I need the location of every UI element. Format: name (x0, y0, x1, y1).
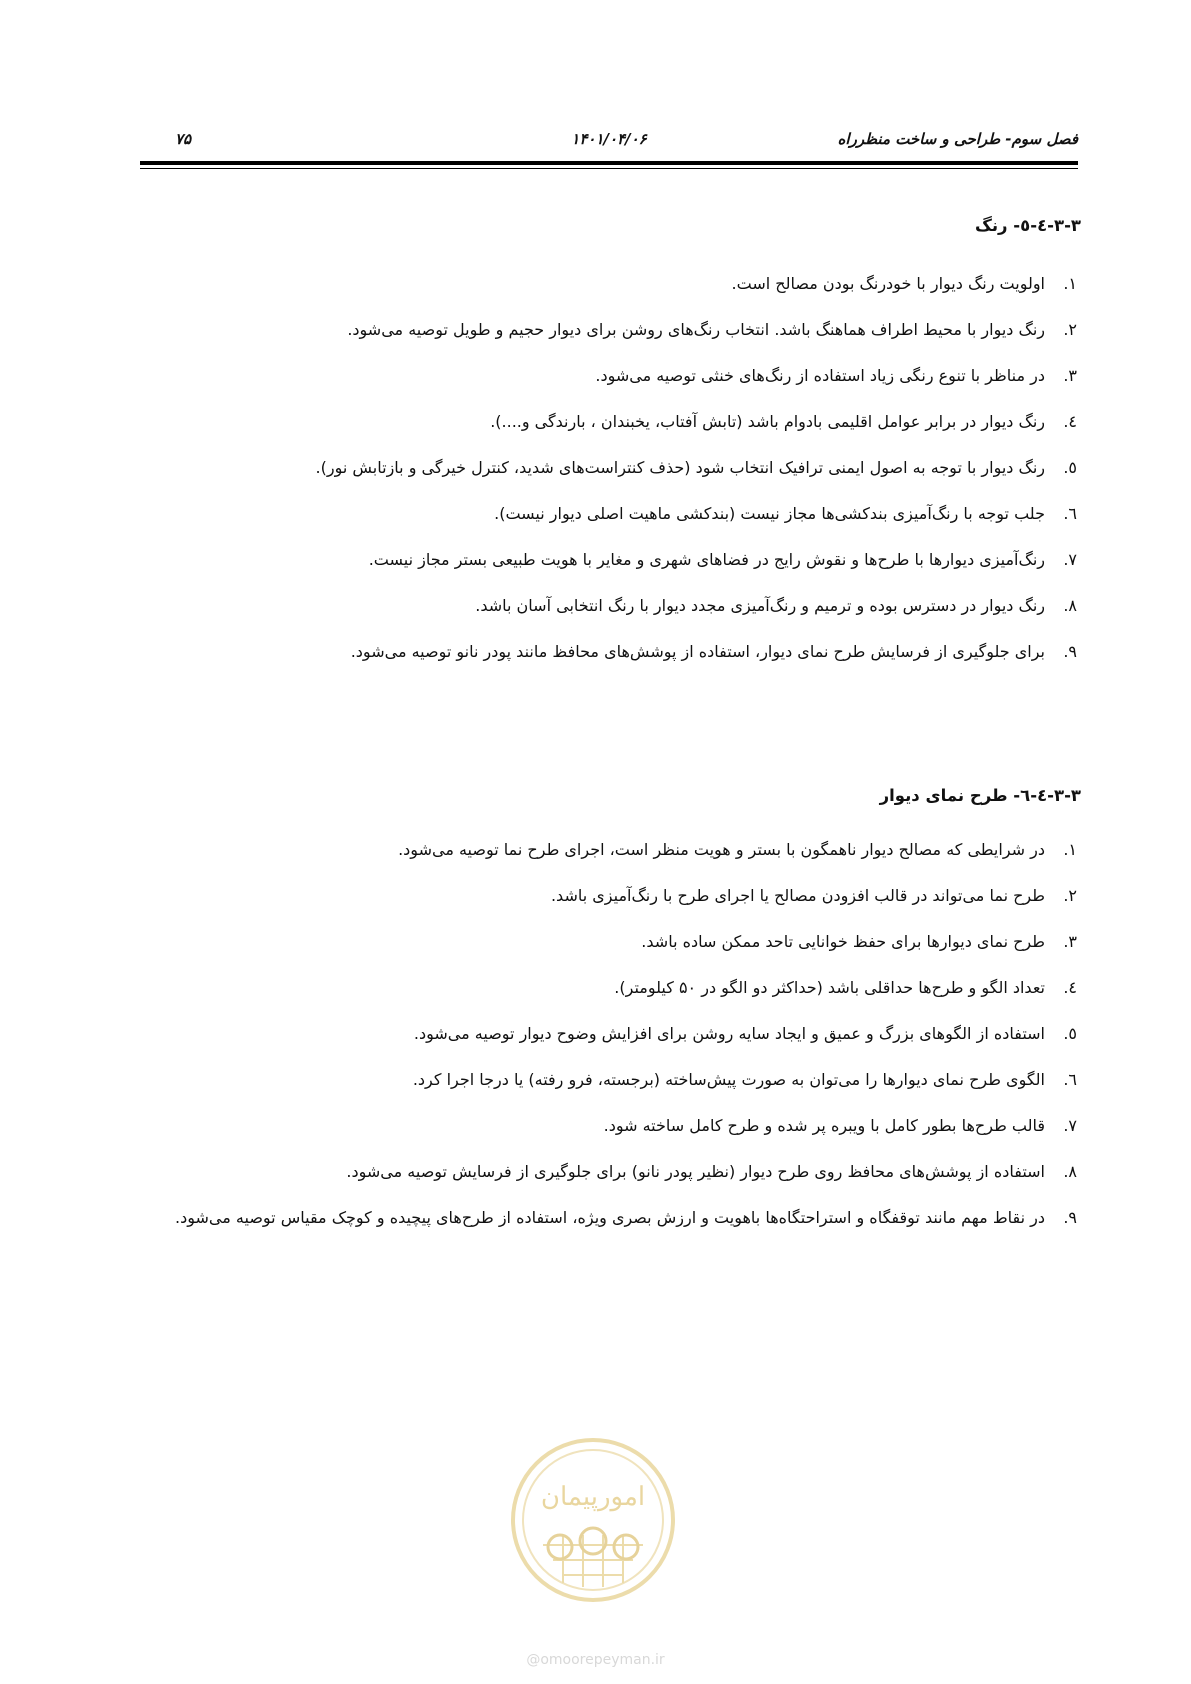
list-item (139, 500, 1077, 528)
item-number: ۸. (1063, 1162, 1077, 1181)
item-text: تعداد الگو و طرح‌ها حداقلی باشد (حداکثر دو الگو در ۵۰ کیلومتر). (614, 978, 1045, 997)
list-item (139, 316, 1077, 344)
section-heading-color: ۳-۳-٤-٥- رنگ (974, 216, 1081, 235)
item-text: طرح نما می‌تواند در قالب افزودن مصالح یا اجرای طرح با رنگ‌آمیزی باشد. (550, 886, 1045, 905)
item-number: ۲. (1063, 886, 1077, 905)
list-item (139, 408, 1077, 436)
page-number: ۷۵ (175, 130, 192, 148)
item-text: رنگ دیوار با توجه به اصول ایمنی ترافیک انتخاب شود (حذف کنتراست‌های شدید، کنترل خیرگی و بازتابش نور). (315, 458, 1045, 477)
item-number: ۱. (1063, 274, 1077, 293)
item-number: ٦. (1063, 1070, 1077, 1089)
item-text: الگوی طرح نمای دیوارها را می‌توان به صورت پیش‌ساخته (برجسته، فرو رفته) یا درجا اجرا کرد. (412, 1070, 1045, 1089)
item-number: ٥. (1063, 458, 1077, 477)
list-item (139, 882, 1077, 910)
item-text: رنگ‌آمیزی دیوارها با طرح‌ها و نقوش رایج در فضاهای شهری و مغایر با هویت طبیعی بستر مجاز نیست. (368, 550, 1045, 569)
list-item (139, 454, 1077, 482)
list-item (139, 638, 1077, 666)
item-number: ٤. (1063, 978, 1077, 997)
list-item (139, 1204, 1077, 1232)
list-item (139, 362, 1077, 390)
item-text: رنگ دیوار در برابر عوامل اقلیمی بادوام باشد (تابش آفتاب، یخبندان ، بارندگی و....). (490, 412, 1045, 431)
list-item (139, 1066, 1077, 1094)
item-text: در مناظر با تنوع رنگی زیاد استفاده از رنگ‌های خنثی توصیه می‌شود. (595, 366, 1045, 385)
item-number: ۳. (1063, 932, 1077, 951)
item-number: ۲. (1063, 320, 1077, 339)
item-text: استفاده از پوشش‌های محافظ روی طرح دیوار (نظیر پودر نانو) برای جلوگیری از فرسایش توصیه می‌شود. (346, 1162, 1045, 1181)
item-text: در نقاط مهم مانند توقفگاه و استراحتگاه‌ها باهویت و ارزش بصری ویژه، استفاده از طرح‌های پیچیده و کوچک مقیاس توصیه می‌شود. (175, 1208, 1045, 1227)
item-text: قالب طرح‌ها بطور کامل با ویبره پر شده و طرح کامل ساخته شود. (603, 1116, 1045, 1135)
color-list (139, 270, 1077, 684)
header-rule-thick (140, 161, 1078, 165)
item-text: جلب توجه با رنگ‌آمیزی بندکشی‌ها مجاز نیست (بندکشی ماهیت اصلی دیوار نیست). (494, 504, 1045, 523)
list-item (139, 974, 1077, 1002)
chapter-title: فصل سوم- طراحی و ساخت منظرراه (837, 130, 1078, 148)
item-number: ۸. (1063, 596, 1077, 615)
item-text: استفاده از الگوهای بزرگ و عمیق و ایجاد سایه روشن برای افزایش وضوح دیوار توصیه می‌شود. (413, 1024, 1045, 1043)
section-heading-wall-facade: ۳-۳-٤-٦- طرح نمای دیوار (879, 786, 1081, 805)
watermark-url: @omoorepeyman.ir (526, 1652, 665, 1668)
item-number: ۷. (1063, 1116, 1077, 1135)
list-item (139, 1112, 1077, 1140)
item-number: ۱. (1063, 840, 1077, 859)
item-number: ٥. (1063, 1024, 1077, 1043)
item-text: طرح نمای دیوارها برای حفظ خوانایی تاحد ممکن ساده باشد. (641, 932, 1045, 951)
list-item (139, 928, 1077, 956)
list-item (139, 592, 1077, 620)
list-item (139, 270, 1077, 298)
item-text: در شرایطی که مصالح دیوار ناهمگون با بستر و هویت منظر است، اجرای طرح نما توصیه می‌شود. (398, 840, 1045, 859)
item-text: رنگ دیوار در دسترس بوده و ترمیم و رنگ‌آمیزی مجدد دیوار با رنگ انتخابی آسان باشد. (475, 596, 1045, 615)
watermark-seal-icon (508, 1435, 678, 1605)
item-number: ۳. (1063, 366, 1077, 385)
item-text: برای جلوگیری از فرسایش طرح نمای دیوار، استفاده از پوشش‌های محافظ مانند پودر نانو توصیه می‌شود. (350, 642, 1045, 661)
list-item (139, 546, 1077, 574)
item-number: ۷. (1063, 550, 1077, 569)
item-number: ۹. (1063, 642, 1077, 661)
list-item (139, 836, 1077, 864)
seal-text: امورپیمان (540, 1482, 646, 1512)
header-date: ۱۴۰۱/۰۴/۰۶ (571, 130, 647, 148)
facade-list (139, 836, 1077, 1250)
list-item (139, 1020, 1077, 1048)
page-header (140, 130, 1078, 154)
item-text: اولویت رنگ دیوار با خودرنگ بودن مصالح است. (731, 274, 1045, 293)
item-number: ٦. (1063, 504, 1077, 523)
header-rule-thin (140, 168, 1078, 169)
list-item (139, 1158, 1077, 1186)
item-text: رنگ دیوار با محیط اطراف هماهنگ باشد. انتخاب رنگ‌های روشن برای دیوار حجیم و طویل توصیه می‌شود. (347, 320, 1045, 339)
item-number: ۹. (1063, 1208, 1077, 1227)
item-number: ٤. (1063, 412, 1077, 431)
